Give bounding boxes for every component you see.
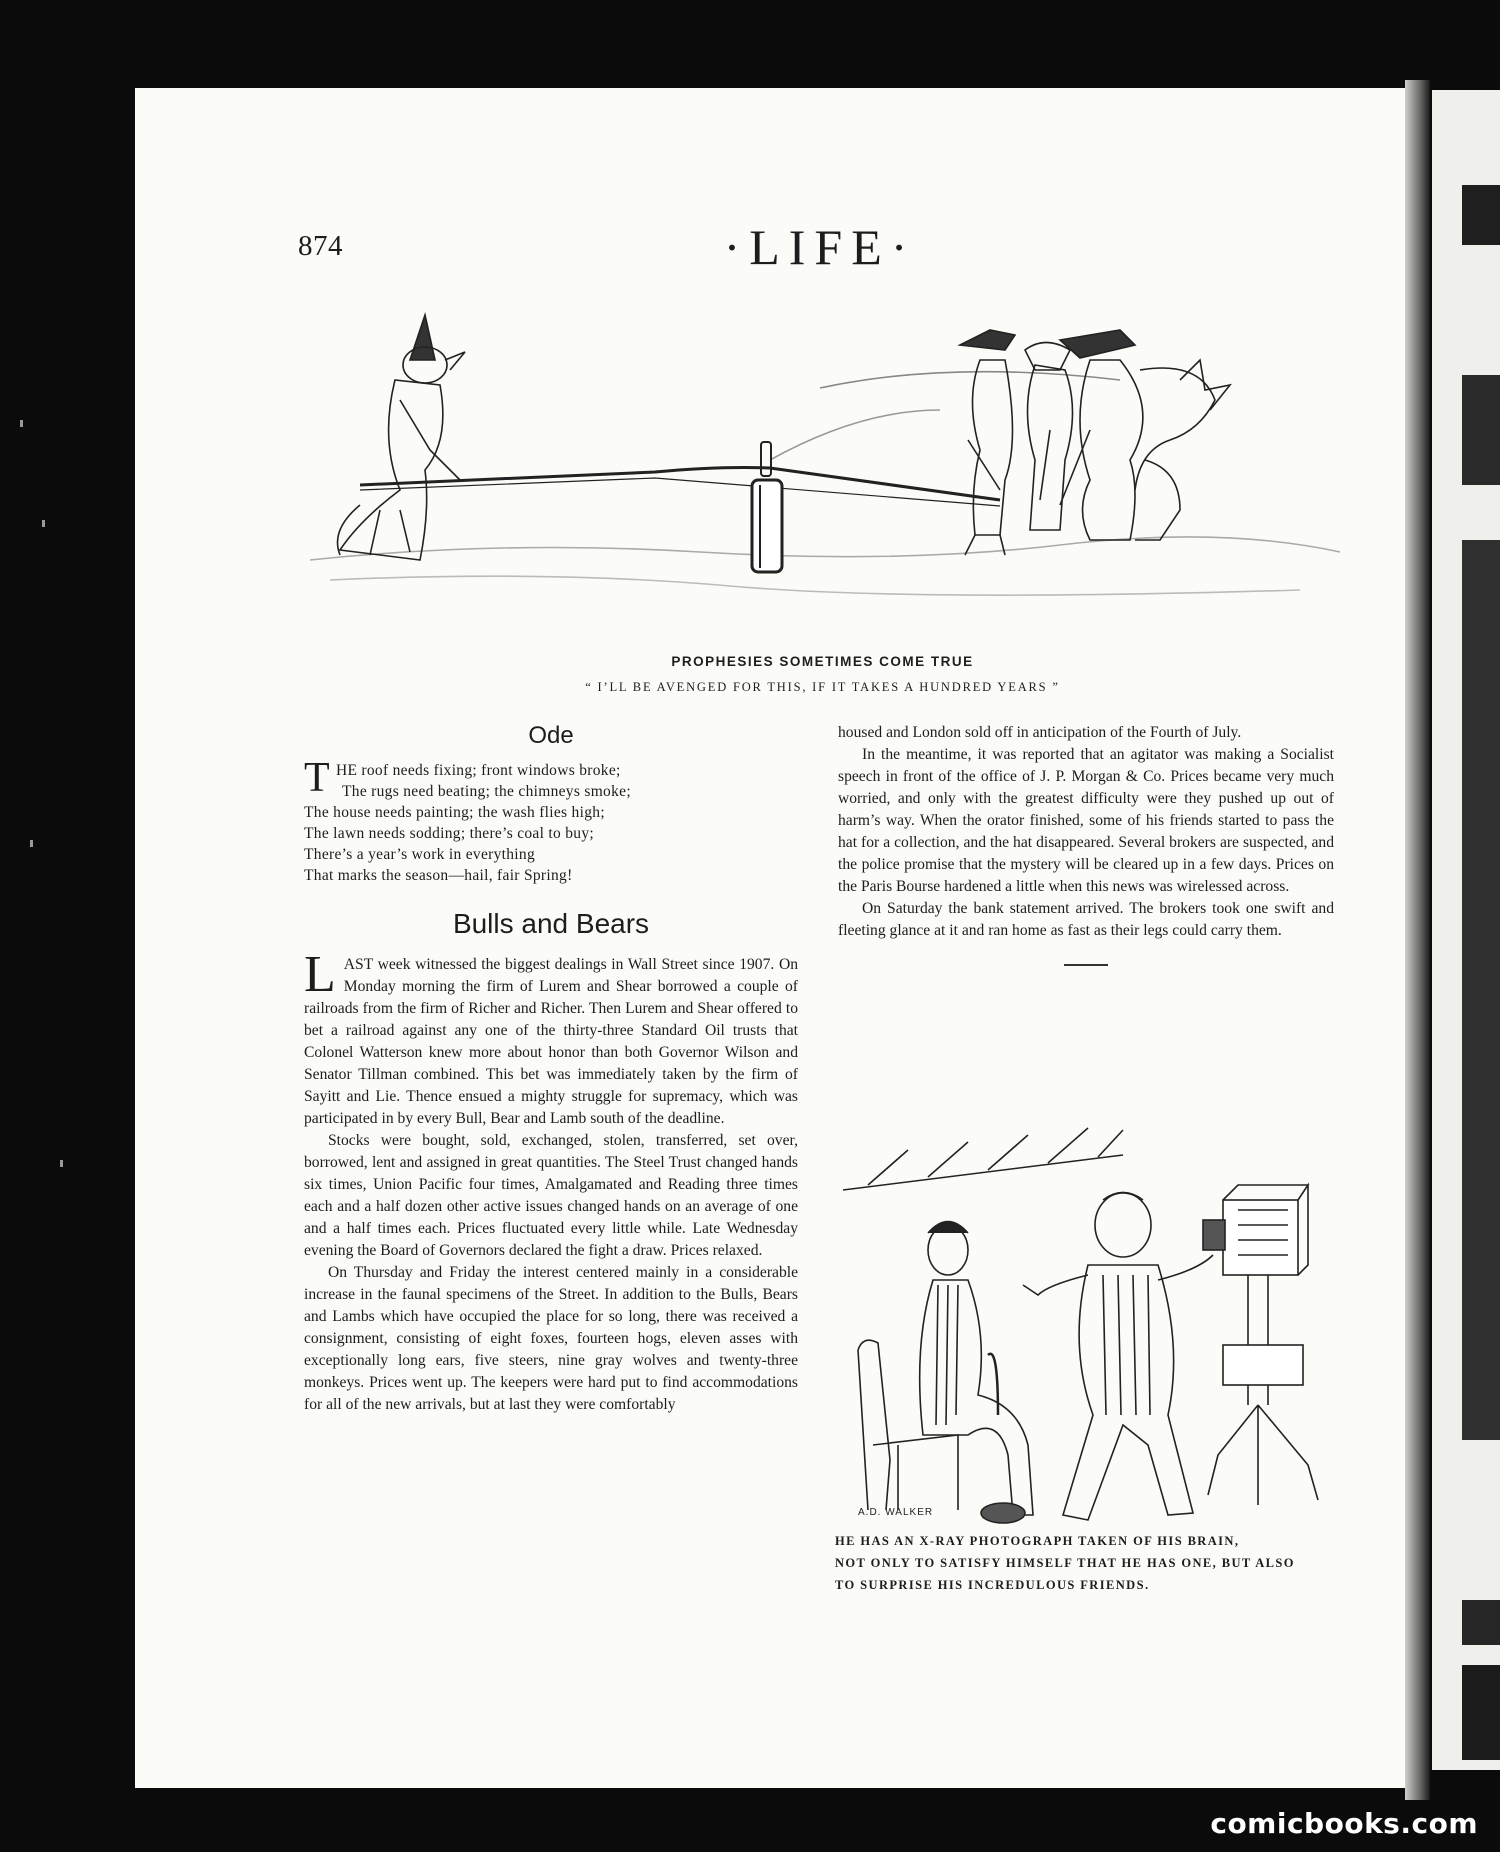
top-cartoon-title: PROPHESIES SOMETIMES COME TRUE [671,654,974,669]
right-column [838,722,1334,966]
seesaw-cartoon-illustration [300,290,1345,635]
facing-page-image [1462,375,1500,485]
scan-speck [42,520,45,527]
poem-line: The lawn needs sodding; there’s coal to buy; [304,825,594,842]
site-watermark: comicbooks.com [1210,1807,1478,1840]
page-gutter [1405,80,1430,1800]
scan-speck [60,1160,63,1167]
section-divider [1064,964,1108,966]
bottom-cartoon-caption [835,1530,1335,1596]
masthead: ·LIFE· [723,219,917,275]
article-dropcap: L [304,946,336,1003]
caption-line: NOT ONLY TO SATISFY HIMSELF THAT HE HAS ONE, BUT ALSO [835,1556,1295,1570]
ode-dropcap: T [304,755,330,801]
facing-page-image [1462,1600,1500,1645]
article-paragraph: housed and London sold off in anticipation of the Fourth of July. [838,724,1242,741]
article-title: Bulls and Bears [452,908,650,939]
left-column [304,722,798,1416]
caption-line: TO SURPRISE HIS INCREDULOUS FRIENDS. [835,1578,1150,1592]
facing-page-image [1462,1665,1500,1760]
poem-line: HE roof needs fixing; front windows broke; [335,762,621,779]
artist-signature: A.D. WALKER [858,1507,934,1518]
page-number: 874 [298,230,343,262]
facing-page-image [1462,540,1500,1440]
scan-speck [20,420,23,427]
ode-title: Ode [528,722,574,749]
poem-line: There’s a year’s work in everything [304,846,536,863]
top-cartoon-caption: “ I’LL BE AVENGED FOR THIS, IF IT TAKES A HUNDRED YEARS ” [585,680,1060,694]
poem-line: The house needs painting; the wash flies high; [304,804,605,821]
article-paragraph [304,946,798,1130]
poem-line: The rugs need beating; the chimneys smoke; [342,783,631,800]
x-ray-cartoon-illustration [838,1115,1338,1530]
article-paragraph: Stocks were bought, sold, exchanged, stolen, transferred, set over, borrowed, lent and assigned in great quantities. The Steel Trust changed hands six times, Union Pacific four times, Amalgamated and Reading three times each and a half dozen other active issues changed hands on an average of one and a half times each. Prices fluctuated every little while. Late Wednesday evening the Board of Governors declared the fight a draw. Prices relaxed. [304,1132,798,1259]
ode-poem [304,755,798,886]
article-paragraph-text: AST week witnessed the biggest dealings in Wall Street since 1907. On Monday morning the firm of Lurem and Shear borrowed a couple of railroads from the firm of Richer and Richer. Then Lurem and Shear offered to bet a railroad against any one of the thirty-three Standard Oil trusts that Colonel Watterson knew more about honor than both Governor Wilson and Senator Tillman combined. This bet was immediately taken by the firm of Sayitt and Lie. Thence ensued a mighty struggle for supremacy, which was participated in by every Bull, Bear and Lamb south of the deadline. [304,956,798,1127]
facing-page-image [1462,185,1500,245]
caption-line: HE HAS AN X-RAY PHOTOGRAPH TAKEN OF HIS BRAIN, [835,1534,1240,1548]
article-paragraph: On Saturday the bank statement arrived. The brokers took one swift and fleeting glance at it and ran home as fast as their legs could carry them. [838,900,1334,939]
scan-speck [30,840,33,847]
article-paragraph: On Thursday and Friday the interest centered mainly in a considerable increase in the faunal specimens of the Street. In addition to the Bulls, Bears and Lambs which have occupied the place for so long, there was received a consignment, consisting of eight foxes, fourteen hogs, eleven asses with exceptionally long ears, five steers, nine gray wolves and twenty-three monkeys. Prices went up. The keepers were hard put to find accommodations for all of the new arrivals, but at last they were comfortably [304,1264,798,1413]
article-paragraph: In the meantime, it was reported that an agitator was making a Socialist speech in front of the office of J. P. Morgan & Co. Prices became very much worried, and only with the greatest difficulty were they pushed up out of harm’s way. When the orator finished, some of his friends started to pass the hat for a collection, and the hat disappeared. Several brokers are suspected, and the police promise that the mystery will be cleared up in a few days. Prices on the Paris Bourse hardened a little when this news was wirelessed across. [838,746,1334,895]
poem-line: That marks the season—hail, fair Spring! [304,867,573,884]
